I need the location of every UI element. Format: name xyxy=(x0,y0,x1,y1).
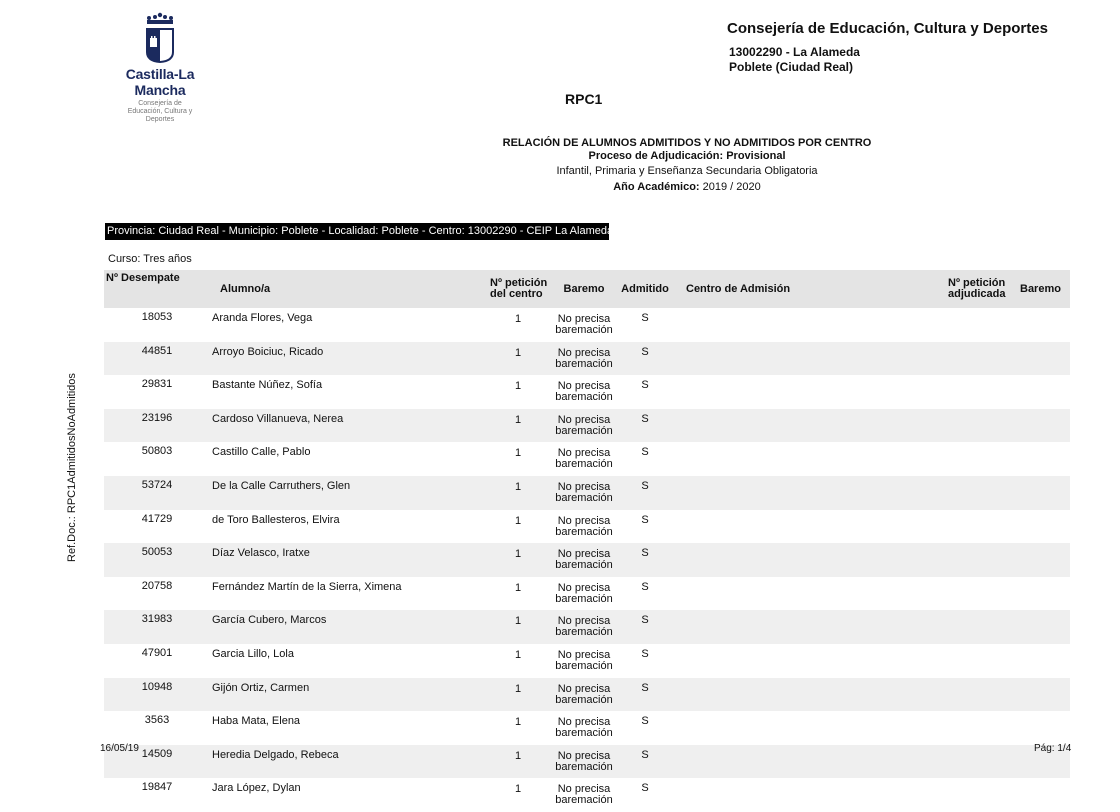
row-alumno: Díaz Velasco, Iratxe xyxy=(210,543,482,577)
row-peticion-adjudicada xyxy=(940,778,1014,812)
row-peticion-adjudicada xyxy=(940,610,1014,644)
row-admitido: S xyxy=(641,647,649,660)
row-baremo: No precisa baremación xyxy=(554,476,614,510)
table-row xyxy=(104,644,1070,678)
row-alumno: Gijón Ortiz, Carmen xyxy=(210,678,482,712)
filter-band: Provincia: Ciudad Real - Municipio: Poblete - Localidad: Poblete - Centro: 13002290 - CEIP La Alameda xyxy=(105,223,609,240)
row-admitido: S xyxy=(641,782,649,795)
col-centro: Centro de Admisión xyxy=(676,270,940,308)
row-baremo: No precisa baremación xyxy=(555,783,613,807)
row-alumno: Aranda Flores, Vega xyxy=(212,312,313,324)
row-admitido: S xyxy=(641,513,649,526)
row-centro xyxy=(676,711,940,745)
row-baremo-2 xyxy=(1014,543,1070,577)
row-centro xyxy=(676,745,940,779)
table-row xyxy=(104,778,1070,812)
row-alumno: Arroyo Boiciuc, Ricado xyxy=(210,342,482,376)
row-baremo-2 xyxy=(1014,577,1070,611)
col-desempate: Nº Desempate xyxy=(104,270,210,308)
row-peticion: 1 xyxy=(514,447,522,460)
row-baremo: No precisa baremación xyxy=(555,313,613,336)
col-baremo-2: Baremo xyxy=(1014,270,1070,308)
row-peticion-adjudicada xyxy=(940,510,1014,544)
table-row xyxy=(104,476,1070,510)
course-label: Curso: Tres años xyxy=(108,253,192,265)
row-centro xyxy=(676,409,940,443)
header-location: Poblete (Ciudad Real) xyxy=(729,60,854,74)
row-centro xyxy=(676,610,940,644)
row-alumno: Heredia Delgado, Rebeca xyxy=(210,745,482,779)
table-row xyxy=(104,342,1070,376)
table-row xyxy=(104,442,1070,476)
report-process: Proceso de Adjudicación: Provisional xyxy=(588,150,786,162)
row-baremo-2 xyxy=(1014,308,1070,342)
row-peticion: 1 xyxy=(514,783,522,796)
row-peticion-adjudicada xyxy=(940,711,1014,745)
ref-doc: Ref.Doc.: RPC1AdmitidosNoAdmitidos xyxy=(66,373,78,562)
row-centro xyxy=(676,644,940,678)
row-baremo-2 xyxy=(1014,442,1070,476)
row-baremo: No precisa baremación xyxy=(555,716,613,740)
row-peticion-adjudicada xyxy=(940,577,1014,611)
row-peticion-adjudicada xyxy=(940,543,1014,577)
row-admitido: S xyxy=(614,476,676,510)
table-row xyxy=(104,678,1070,712)
header-title: Consejería de Educación, Cultura y Deportes xyxy=(727,20,1048,37)
row-alumno: Fernández Martín de la Sierra, Ximena xyxy=(212,580,402,593)
logo-subtitle: Consejería de Educación, Cultura y Deportes xyxy=(127,100,193,123)
row-alumno: De la Calle Carruthers, Glen xyxy=(210,476,482,510)
row-admitido: S xyxy=(614,678,676,712)
col-baremo: Baremo xyxy=(554,270,614,308)
row-alumno: de Toro Ballesteros, Elvira xyxy=(212,513,340,526)
row-baremo: No precisa baremación xyxy=(555,380,613,404)
row-peticion: 1 xyxy=(482,610,554,644)
row-baremo: No precisa baremación xyxy=(554,610,614,644)
row-baremo-2 xyxy=(1014,644,1070,678)
row-peticion-adjudicada xyxy=(940,308,1014,342)
logo xyxy=(100,12,220,124)
row-centro xyxy=(676,543,940,577)
row-desempate: 50803 xyxy=(141,445,173,458)
row-admitido: S xyxy=(614,745,676,779)
row-centro xyxy=(676,577,940,611)
logo-brand: Castilla-La Mancha xyxy=(125,66,195,98)
row-admitido: S xyxy=(614,409,676,443)
row-desempate: 44851 xyxy=(104,342,210,376)
row-peticion: 1 xyxy=(514,380,522,393)
footer-page: Pág: 1/4 xyxy=(1034,743,1072,754)
row-peticion-adjudicada xyxy=(940,678,1014,712)
row-desempate: 20758 xyxy=(141,579,173,592)
row-peticion: 1 xyxy=(514,581,522,594)
row-desempate: 18053 xyxy=(141,311,173,323)
row-desempate: 29831 xyxy=(141,378,173,391)
row-baremo-2 xyxy=(1014,476,1070,510)
report-year-value: 2019 / 2020 xyxy=(702,181,761,193)
table-header xyxy=(104,270,1070,308)
row-baremo-2 xyxy=(1014,375,1070,409)
report-year xyxy=(300,181,1074,193)
table-row xyxy=(104,375,1070,409)
header-center-code: 13002290 - La Alameda xyxy=(729,45,860,59)
col-alumno: Alumno/a xyxy=(210,270,482,308)
row-baremo: No precisa baremación xyxy=(554,342,614,376)
col-peticion-adjudicada: Nº petición adjudicada xyxy=(940,270,1014,308)
row-alumno: García Cubero, Marcos xyxy=(210,610,482,644)
row-baremo: No precisa baremación xyxy=(555,648,613,672)
row-alumno: Cardoso Villanueva, Nerea xyxy=(210,409,482,443)
table-row xyxy=(104,711,1070,745)
row-baremo: No precisa baremación xyxy=(555,581,613,605)
row-desempate: 41729 xyxy=(141,512,173,525)
row-peticion: 1 xyxy=(514,716,522,729)
row-centro xyxy=(676,308,940,342)
row-baremo-2 xyxy=(1014,409,1070,443)
row-baremo: No precisa baremación xyxy=(555,514,613,538)
col-peticion: Nº petición del centro xyxy=(482,270,554,308)
table-row xyxy=(104,745,1070,779)
row-peticion: 1 xyxy=(482,745,554,779)
row-alumno: Jara López, Dylan xyxy=(212,782,301,795)
row-admitido: S xyxy=(641,715,649,728)
row-desempate: 10948 xyxy=(104,678,210,712)
doc-code: RPC1 xyxy=(565,91,603,107)
row-alumno: Haba Mata, Elena xyxy=(212,715,301,728)
report-year-label: Año Académico: xyxy=(613,181,700,193)
report-levels: Infantil, Primaria y Enseñanza Secundaria Obligatoria xyxy=(556,165,818,177)
row-baremo: No precisa baremación xyxy=(554,745,614,779)
table-row xyxy=(104,308,1070,342)
row-centro xyxy=(676,678,940,712)
row-centro xyxy=(676,510,940,544)
row-admitido: S xyxy=(614,543,676,577)
row-alumno: Castillo Calle, Pablo xyxy=(212,446,311,459)
row-alumno: Garcia Lillo, Lola xyxy=(212,647,294,660)
row-desempate: 23196 xyxy=(104,409,210,443)
row-desempate: 31983 xyxy=(104,610,210,644)
row-admitido: S xyxy=(641,312,649,324)
row-peticion: 1 xyxy=(482,543,554,577)
row-desempate: 3563 xyxy=(144,714,170,727)
coat-of-arms-icon xyxy=(143,12,177,64)
row-centro xyxy=(676,342,940,376)
row-baremo: No precisa baremación xyxy=(554,678,614,712)
row-baremo-2 xyxy=(1014,778,1070,812)
footer-date: 16/05/19 xyxy=(100,743,139,754)
row-baremo: No precisa baremación xyxy=(554,409,614,443)
row-baremo: No precisa baremación xyxy=(554,543,614,577)
row-desempate: 14509 xyxy=(104,745,210,779)
row-baremo-2 xyxy=(1014,678,1070,712)
row-peticion-adjudicada xyxy=(940,342,1014,376)
row-peticion-adjudicada xyxy=(940,409,1014,443)
row-peticion: 1 xyxy=(482,409,554,443)
row-admitido: S xyxy=(641,446,649,459)
row-peticion: 1 xyxy=(514,514,522,527)
row-peticion-adjudicada xyxy=(940,375,1014,409)
report-title: RELACIÓN DE ALUMNOS ADMITIDOS Y NO ADMITIDOS POR CENTRO xyxy=(502,137,872,149)
row-peticion: 1 xyxy=(514,648,522,661)
table-row xyxy=(104,577,1070,611)
row-admitido: S xyxy=(641,379,649,392)
table-row xyxy=(104,409,1070,443)
row-baremo-2 xyxy=(1014,610,1070,644)
row-peticion: 1 xyxy=(514,313,522,325)
row-desempate: 47901 xyxy=(141,646,173,659)
row-desempate: 50053 xyxy=(104,543,210,577)
col-admitido: Admitido xyxy=(614,270,676,308)
row-admitido: S xyxy=(614,342,676,376)
row-peticion-adjudicada xyxy=(940,644,1014,678)
row-peticion: 1 xyxy=(482,342,554,376)
row-baremo-2 xyxy=(1014,510,1070,544)
row-baremo-2 xyxy=(1014,711,1070,745)
row-centro xyxy=(676,778,940,812)
row-peticion-adjudicada xyxy=(940,745,1014,779)
students-table xyxy=(104,270,1070,812)
row-baremo-2 xyxy=(1014,342,1070,376)
row-centro xyxy=(676,442,940,476)
row-baremo: No precisa baremación xyxy=(555,447,613,471)
row-peticion: 1 xyxy=(482,678,554,712)
table-row xyxy=(104,610,1070,644)
row-admitido: S xyxy=(641,580,649,593)
row-centro xyxy=(676,375,940,409)
row-desempate: 19847 xyxy=(141,781,173,794)
row-peticion: 1 xyxy=(482,476,554,510)
table-row xyxy=(104,543,1070,577)
row-centro xyxy=(676,476,940,510)
row-alumno: Bastante Núñez, Sofía xyxy=(212,379,323,392)
row-peticion-adjudicada xyxy=(940,442,1014,476)
row-desempate: 53724 xyxy=(104,476,210,510)
row-admitido: S xyxy=(614,610,676,644)
table-row xyxy=(104,510,1070,544)
row-peticion-adjudicada xyxy=(940,476,1014,510)
